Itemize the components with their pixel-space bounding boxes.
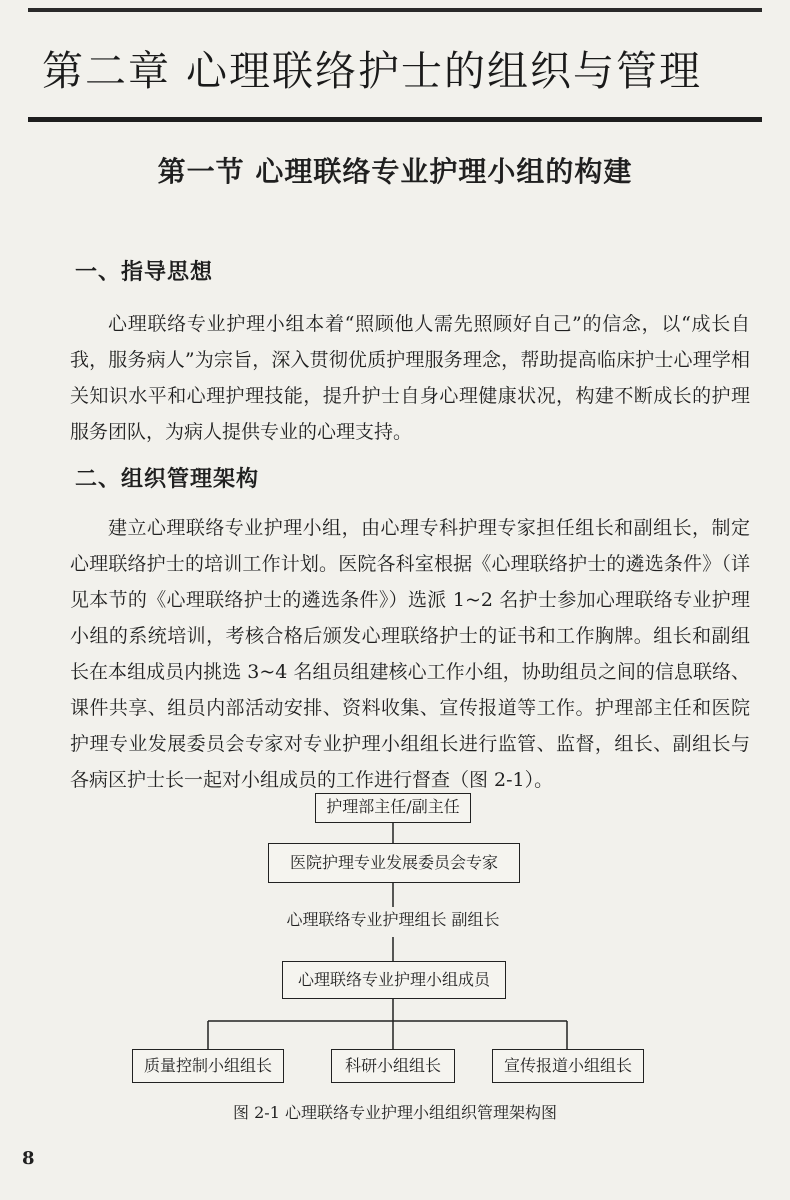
paragraph-guiding-ideology: 心理联络专业护理小组本着“照顾他人需先照顾好自己”的信念，以“成长自我，服务病人”为宗旨，深入贯彻优质护理服务理念，帮助提高临床护士心理学相关知识水平和心理护理技能，提升护士自身心理健康状况，构建不断成长的护理服务团队，为病人提供专业的心理支持。	[70, 313, 750, 443]
paragraph-org-structure: 建立心理联络专业护理小组，由心理专科护理专家担任组长和副组长，制定心理联络护士的培训工作计划。医院各科室根据《心理联络护士的遴选条件》（详见本节的《心理联络护士的遴选条件》）选派 1~2 名护士参加心理联络专业护理小组的系统培训，考核合格后颁发心理联络护士的证书和工作胸牌。组长和副组长在本组成员内挑选 3~4 名组员组建核心工作小组，协助组员之间的信息联络、课件共享、组员内部活动安排、资料收集、宣传报道等工作。护理部主任和医院护理专业发展委员会专家对专业护理小组组长进行监管、监督，组长、副组长与各病区护士长一起对小组成员的工作进行督查（图 2-1）。	[70, 517, 750, 791]
node-quality-control: 质量控制小组组长	[132, 1049, 284, 1083]
node-members: 心理联络专业护理小组成员	[282, 961, 506, 999]
node-director: 护理部主任/副主任	[315, 793, 471, 823]
section-title: 第一节 心理联络专业护理小组的构建	[157, 155, 633, 188]
chapter-rule	[28, 117, 762, 122]
figure-caption: 图 2-1 心理联络专业护理小组组织管理架构图	[233, 1103, 557, 1122]
node-leaders: 心理联络专业护理组长 副组长	[286, 910, 500, 929]
node-publicity: 宣传报道小组组长	[492, 1049, 644, 1083]
top-rule	[28, 8, 762, 12]
node-research: 科研小组组长	[331, 1049, 455, 1083]
chapter-title: 第二章 心理联络护士的组织与管理	[42, 47, 703, 95]
page-number: 8	[22, 1148, 35, 1169]
node-committee: 医院护理专业发展委员会专家	[268, 843, 520, 883]
heading-org-structure: 二、组织管理架构	[75, 467, 260, 492]
org-chart	[0, 785, 790, 1115]
heading-guiding-ideology: 一、指导思想	[75, 260, 214, 285]
